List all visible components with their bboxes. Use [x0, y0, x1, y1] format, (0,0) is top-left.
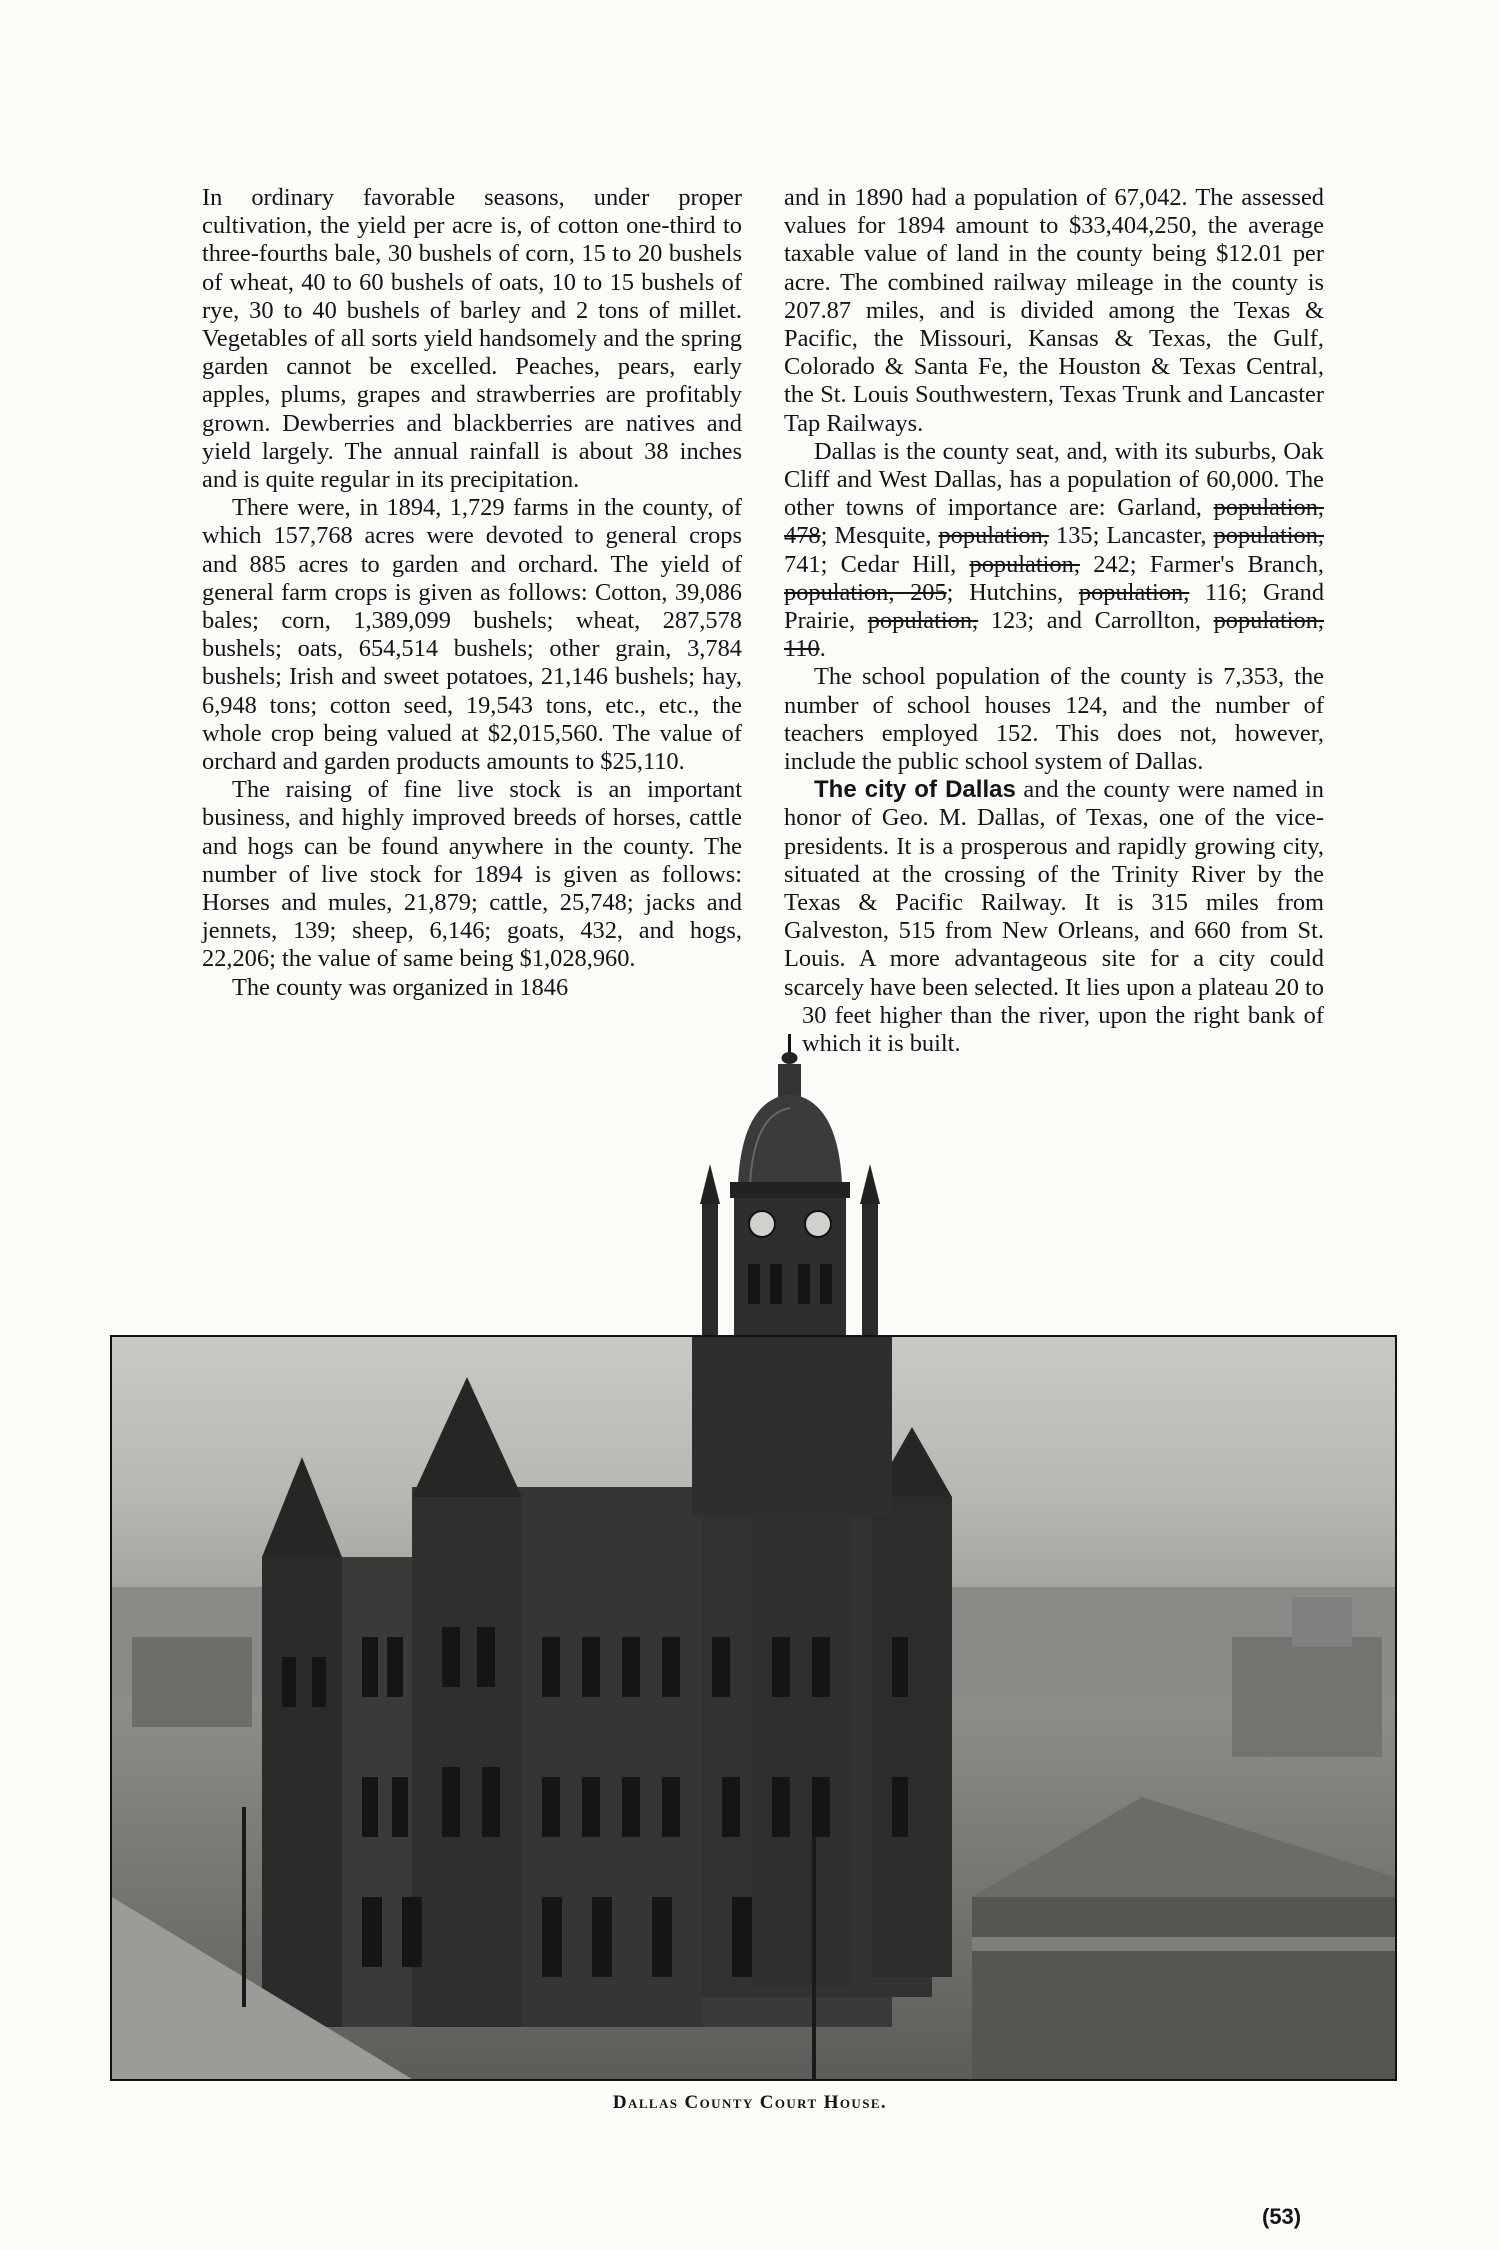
- struck-text: population,: [1078, 578, 1190, 606]
- struck-text: population, 478: [784, 494, 1324, 550]
- paragraph-crop-yields: In ordinary favorable seasons, under proper cultivation, the yield per acre is, of cotton one-third to three-fourths bale, 30 bushels of corn, 15 to 20 bushels of wheat, 40 to 60 bushels of oats, 10 to 15 bushels of rye, 30 to 40 bushels of barley and 2 tons of millet. Vegetables of all sorts yield handsomely and the spring garden cannot be excelled. Peaches, pears, early apples, plums, grapes and strawberries are profitably grown. Dewberries and blackberries are natives and yield largely. The annual rainfall is about 38 inches and is quite regular in its precipitation.: [202, 184, 742, 494]
- paragraph-school-population: The school population of the county is 7,353, the number of school houses 124, and the number of teachers employed 152. This does not, however, include the public school system of Dallas.: [784, 663, 1324, 776]
- courthouse-photo-svg: [112, 1337, 1395, 2079]
- paragraph-population-railways: and in 1890 had a population of 67,042. The assessed values for 1894 amount to $33,404,250, the average taxable value of land in the county being $12.01 per acre. The combined railway mileage in the county is 207.87 miles, and is divided among the Texas & Pacific, the Missouri, Kansas & Texas, the Gulf, Colorado & Santa Fe, the Houston & Texas Central, the St. Louis Southwestern, Texas Trunk and Lancaster Tap Railways.: [784, 184, 1324, 437]
- paragraph-county-organized: The county was organized in 1846: [232, 973, 569, 1001]
- paragraph-farm-statistics: There were, in 1894, 1,729 farms in the county, of which 157,768 acres were devoted to general crops and 885 acres to garden and orchard. The yield of general farm crops is given as follows: Cotton, 39,086 bales; corn, 1,389,099 bushels; wheat, 287,578 bushels; oats, 654,514 bushels; other grain, 3,784 bushels; Irish and sweet potatoes, 21,146 bushels; hay, 6,948 tons; cotton seed, 19,543 tons, etc., etc., the whole crop being valued at $2,015,560. The value of orchard and garden products amounts to $25,110.: [202, 494, 742, 776]
- paragraph-live-stock: The raising of fine live stock is an important business, and highly improved breeds of horses, cattle and hogs can be found anywhere in the county. The number of live stock for 1894 is given as follows: Horses and mules, 21,879; cattle, 25,748; jacks and jennets, 139; sheep, 6,146; goats, 432, and hogs, 22,206; the value of same being $1,028,960.: [202, 776, 742, 973]
- struck-text: population,: [969, 550, 1080, 578]
- section-lead: The city of Dallas: [814, 776, 1016, 804]
- paragraph-towns: Dallas is the county seat, and, with its suburbs, Oak Cliff and West Dallas, has a population of 60,000. The other towns of importance are: Garland, population, 478; Mesquite, population, 135; Lancaster, population, 741; Cedar Hill, population, 242; Farmer's Branch, population, 205; Hutchins, population, 116; Grand Prairie, population, 123; and Carrollton, population, 110.: [784, 437, 1325, 663]
- courthouse-photograph: [110, 1335, 1397, 2081]
- struck-text: population,: [867, 607, 979, 635]
- page-number: (53): [1262, 2204, 1302, 2229]
- paragraph-city-of-dallas: The city of Dallas and the county were named in honor of Geo. M. Dallas, of Texas, one of the vice-presidents. It is a prosperous and rapidly growing city, situated at the crossing of the Trinity River by the Texas & Pacific Railway. It is 315 miles from Galveston, 515 from New Orleans, and 660 from St. Louis. A more advantageous site for a city could scarcely have been selected. It lies upon a plateau 20 to 30 feet higher than the river, upon the right bank of which it is built.: [784, 776, 1325, 1058]
- struck-text: population,: [1213, 522, 1324, 550]
- struck-text: population, 205: [784, 578, 947, 606]
- struck-text: population,: [938, 522, 1049, 550]
- figure-caption: Dallas County Court House.: [612, 2092, 888, 2113]
- struck-text: population, 110: [784, 607, 1324, 663]
- courthouse-tower-illustration: [690, 1034, 890, 1338]
